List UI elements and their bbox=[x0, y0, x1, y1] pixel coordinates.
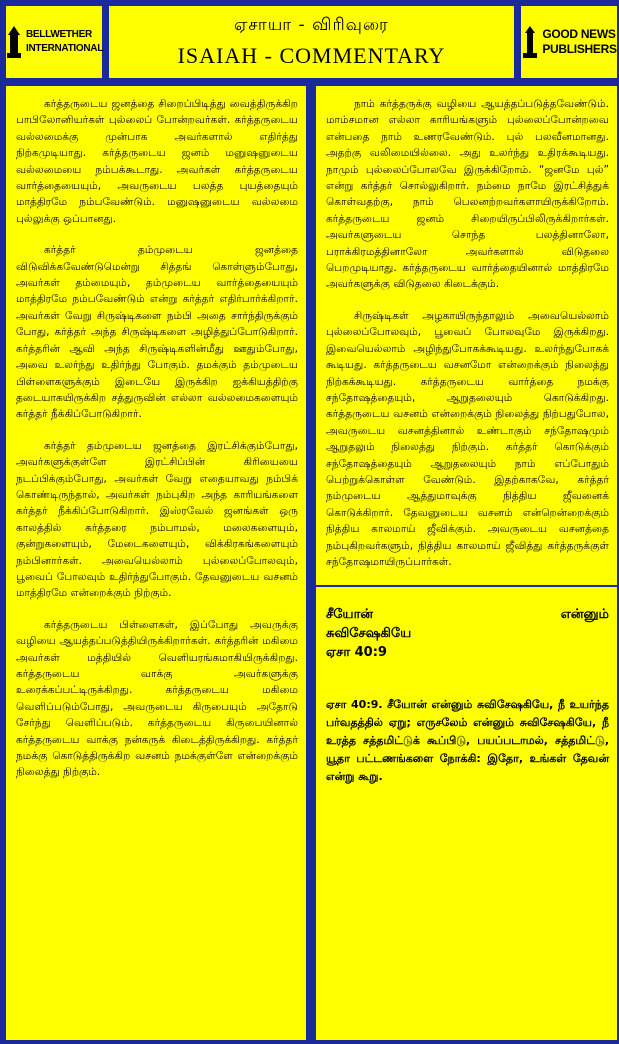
left-paragraph-2: கர்த்தர் தம்முடைய ஜனத்தை விடுவிக்கவேண்டுமென்று சித்தங் கொள்ளும்போது, அவர்கள் தம்மையும், தம்முடைய வார்த்தையையும் மாத்திரமே நம்பவேண்டும் என்று கர்த்தர் எதிர்பார்க்கிறார். அவர்கள் வேறு சிருஷ்டிகளை நம்பி அதை சார்ந்திருக்கும் போது, கர்த்தர் அந்த சிருஷ்டிகளை அழித்துப்போடுகிறார். கர்த்தரின் ஆவி அந்த சிருஷ்டிகளின்மீது ஊதும்போது, அவை உலர்ந்து உதிர்ந்து போகும். தமக்கும் தம்முடைய பிள்ளைகளுக்கும் இடையே இருக்கிற ஐக்கியத்திற்கு தடையாகயிருக்கிற சத்துருவின் எல்லா வல்லமைகளையும் கர்த்தர் நீக்கிப்போடுகிறார். bbox=[16, 244, 298, 421]
left-logo-line1: BELLWETHER bbox=[25, 29, 92, 40]
left-column bbox=[4, 84, 308, 1042]
bellwether-logo bbox=[4, 4, 104, 80]
left-logo-line2: INTERNATIONAL bbox=[25, 43, 104, 54]
title-box bbox=[107, 4, 516, 80]
right-paragraph-1: நாம் கர்த்தருக்கு வழியை ஆயத்தப்படுத்தவேண்டும். மாம்சமான எல்லா காரியங்களும் புல்லைப்போன்றவை என்பதை நாம் உணரவேண்டும். புல் பலவீனமானது. அதற்கு வலிமையில்லை. அது உலர்ந்து உதிரக்கூடியது. நாமும் புல்லைப்போலவே இருக்கிறோம். “ஜனமே புல்” என்று கர்த்தர் சொல்லுகிறார். நம்மை நாமே இரட்சித்துக் கொள்வதற்கு, நாம் பெலனற்றவர்களாயிருக்கிறோம். கர்த்தருடைய ஜனம் சிறையிருப்பிலிருக்கிறார்கள். அவர்களுடைய சொந்த பலத்தினாலோ, பராக்கிரமத்தினாலோ அவர்களால் விடுதலை பெறமுடியாது. கர்த்தருடைய வார்த்தையினால் மாத்திரமே அவர்களுக்கு விடுதலை கிடைக்கும். bbox=[326, 98, 609, 291]
heading-line-2: சுவிசேஷகியே bbox=[326, 626, 412, 642]
left-paragraph-4: கர்த்தருடைய பிள்ளைகள், இப்போது அவருக்கு வழியை ஆயத்தப்படுத்தியிருக்கிறார்கள். கர்த்தரின் மகிமை அவர்கள் மத்தியில் வெளியரங்கமாகியிருக்கிறது. கர்த்தருடைய வாக்கு அவர்களுக்கு உரைக்கப்பட்டிருக்கிறது. கர்த்தருடைய மகிமை வெளிப்படும்போது, அவருடைய கிருபையும் அதோடு சேர்ந்து வெளிப்படும். கர்த்தருடைய கிருபையினால் கர்த்தருடைய வாக்கு நன்கருக் கிடைத்திருக்கிறது. கர்த்தர் நமக்கு கொடுத்திருக்கிற வசனம் நமக்குள்ளே என்றைக்கும் நிலைத்து நிற்கும். bbox=[16, 618, 298, 779]
title-tamil: ஏசாயா - விரிவுரை bbox=[234, 15, 389, 35]
scripture-verse: ஏசா 40:9. சீயோன் என்னும் சுவிசேஷகியே, நீ உயர்ந்த பர்வதத்தில் ஏறு; எருசலேம் என்னும் சுவிசேஷகியே, நீ உரத்த சத்தமிட்டுக் கூப்பிடு, பயப்படாமல், சத்தமிட்டு, யூதா பட்டணங்களை நோக்கி: இதோ, உங்கள் தேவன் என்று கூறு. bbox=[326, 698, 609, 784]
bell-tower-icon bbox=[5, 25, 23, 59]
right-column bbox=[314, 84, 619, 1042]
heading-word-ennum: என்னும் bbox=[560, 607, 609, 623]
left-paragraph-3: கர்த்தர் தம்முடைய ஜனத்தை இரட்சிக்கும்போது, அவர்களுக்குள்ளே இரட்சிப்பின் கிரியையை நடப்பிக்கும்போது, அவர்கள் வேறு எதையாவது நம்பிக் கொண்டிருந்தால், அவர்கள் நம்புகிற அந்த காரியங்களை கர்த்தர் நீக்கிப்போடுகிறார். இஸ்ரவேல் ஜனங்கள் ஒரு காலத்தில் கர்த்தரை நம்பாமல், மலைகளையும், குன்றுகளையும், மேடைகளையும், விக்கிரகங்களையும் நம்பினார்கள். அவையெல்லாம் புல்லைப்போலவும், பூவைப் போலவும் உதிர்ந்துபோகும். தேவனுடைய வசனம் மாத்திரமே என்றைக்கும் நிற்கும். bbox=[16, 439, 298, 600]
right-logo-line2: PUBLISHERS bbox=[542, 42, 617, 56]
section-divider bbox=[316, 585, 617, 587]
good-news-logo bbox=[519, 4, 619, 80]
left-paragraph-1: கர்த்தருடைய ஜனத்தை சிறைப்பிடித்து வைத்திருக்கிற பாபிலோனியர்கள் புல்லைப் போன்றவர்கள். கர்த்தருடைய வல்லமைக்கு முன்பாக அவர்களால் எதிர்த்து நிற்கமுடியாது. கர்த்தருடைய ஜனம் மனுஷனுடைய வல்லமையை நம்பக்கூடாது. அவர்கள் கர்த்தருடைய வார்த்தையையும், அவருடைய பலத்த புயத்தையும் மாத்திரமே நம்பவேண்டும். மனுஷனுடைய வல்லமை புல்லுக்கு ஒப்பானது. bbox=[16, 98, 298, 225]
trumpet-tower-icon bbox=[521, 25, 539, 59]
content-columns bbox=[4, 84, 619, 1042]
header bbox=[4, 4, 619, 80]
right-paragraph-2: சிருஷ்டிகள் அழகாயிருந்தாலும் அவையெல்லாம் புல்லைப்போலவும், பூவைப் போலவுமே இருக்கிறது. இவையெல்லாம் அழிந்துபோகக்கூடியது. உலர்ந்துபோகக் கூடியது. கர்த்தருடைய வசனமோ என்றைக்கும் நிலைத்து நிற்கக்கூடியது. கர்த்தருடைய வார்த்தை நமக்கு சந்தோஷத்தையும், ஆறுதலையும் கொடுக்கிறது. கர்த்தருடைய வசனம் என்றைக்கும் நிலைத்து நிற்பதுபோல, அவருடைய வசனத்தினால் உண்டாகும் சந்தோஷமும் ஆறுதலும் நிலைத்து நிற்கும். கர்த்தர் கொடுக்கும் சந்தோஷத்தையும் ஆறுதலையும் நாம் எப்போதும் பெற்றுக்கொள்ள வேண்டும். இதற்காகவே, கர்த்தர் நம்முடைய ஆத்துமாவுக்கு நித்திய ஜீவனைக் கொடுக்கிறார். தேவனுடைய வசனம் என்றென்றைக்கும் நித்திய காலமாய் ஜீவிக்கும். அவருடைய வசனத்தை நம்புகிறவர்களும், நித்திய காலமாய் ஜீவித்து கர்த்தருக்குள் சந்தோஷமாயிருப்பார்கள். bbox=[326, 309, 609, 568]
section-heading bbox=[326, 605, 609, 662]
title-english: ISAIAH - COMMENTARY bbox=[177, 43, 446, 68]
right-logo-line1: GOOD NEWS bbox=[542, 27, 616, 41]
heading-reference: ஏசா 40:9 bbox=[326, 645, 387, 661]
heading-word-zion: சீயோன் bbox=[326, 607, 373, 623]
